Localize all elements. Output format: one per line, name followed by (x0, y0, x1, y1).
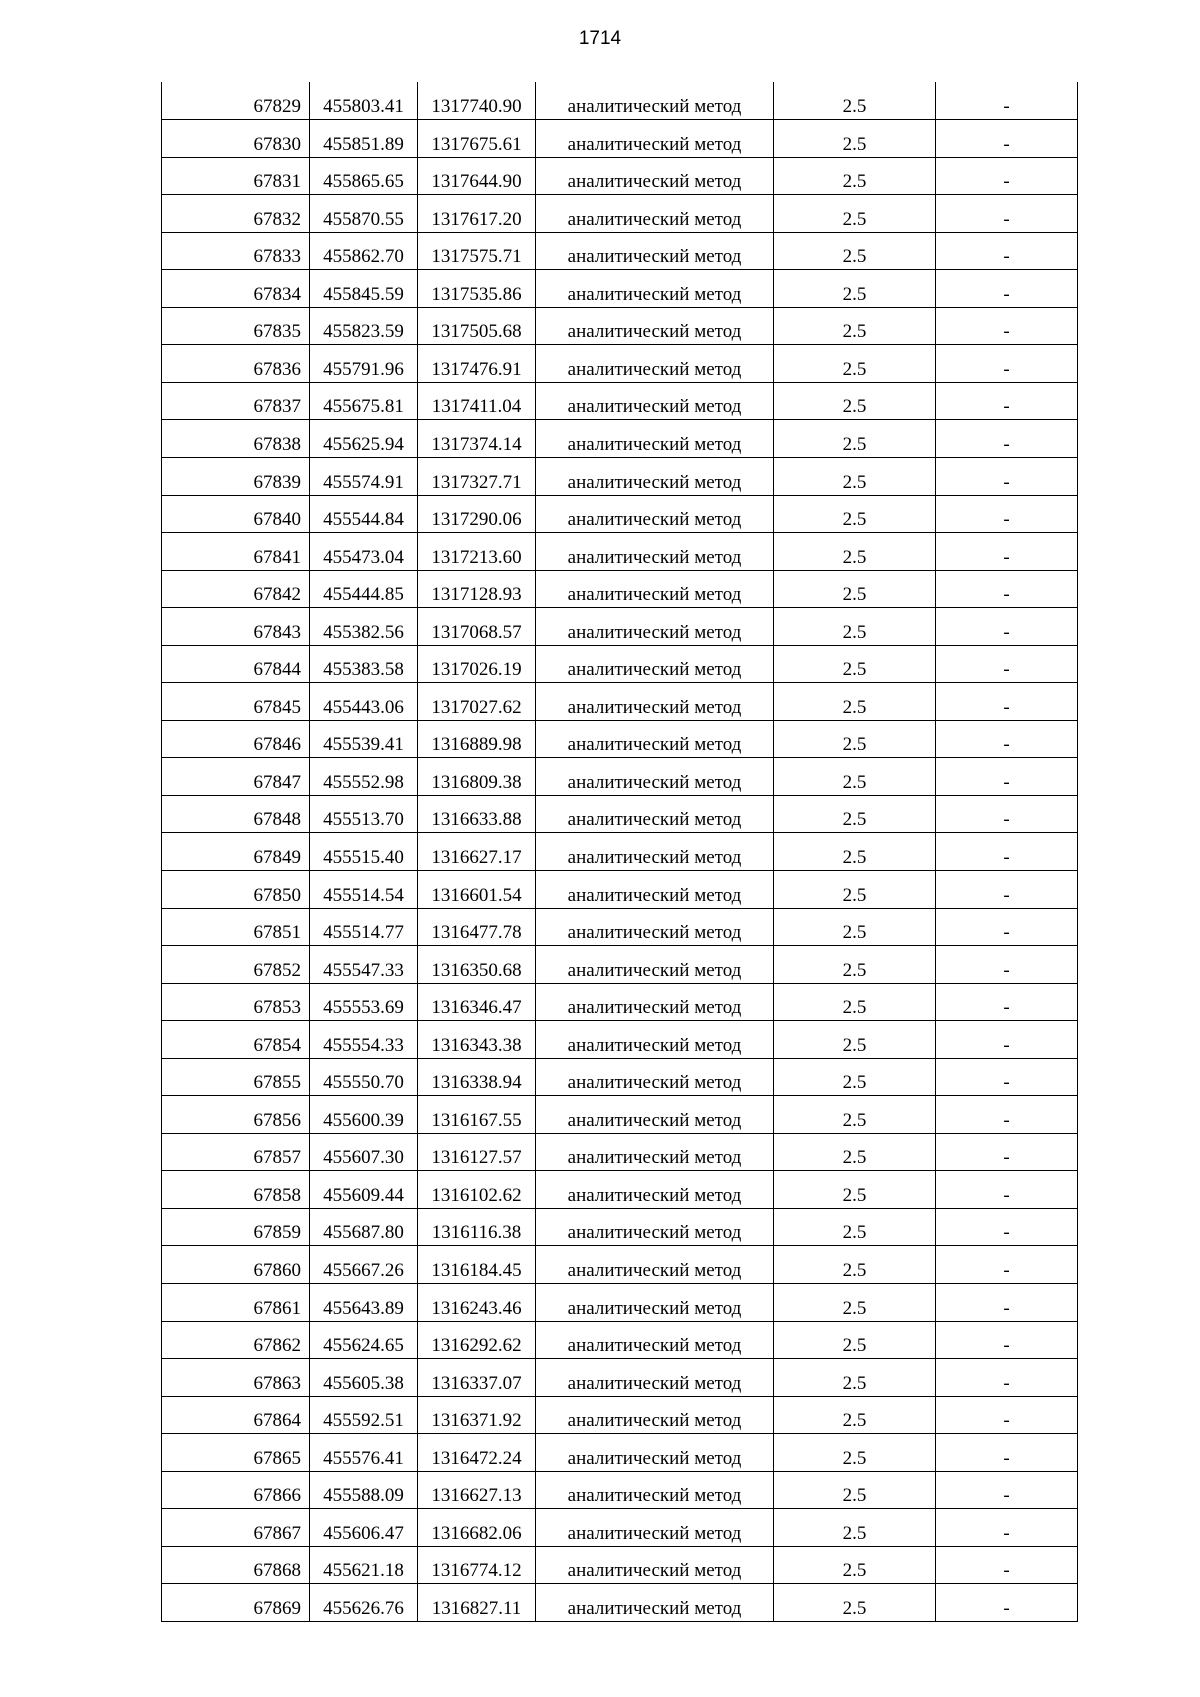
x-coordinate-cell: 455547.33 (310, 946, 418, 984)
x-coordinate-cell: 455444.85 (310, 570, 418, 608)
y-coordinate-cell: 1317213.60 (418, 533, 536, 571)
note-cell: - (936, 1434, 1078, 1472)
point-number-cell: 67866 (162, 1471, 310, 1509)
x-coordinate-cell: 455643.89 (310, 1284, 418, 1322)
point-number-cell: 67857 (162, 1133, 310, 1171)
note-cell: - (936, 195, 1078, 233)
note-cell: - (936, 1171, 1078, 1209)
method-cell: аналитический метод (536, 1171, 774, 1209)
table-row (162, 1359, 1078, 1397)
table-row (162, 495, 1078, 533)
x-coordinate-cell: 455624.65 (310, 1321, 418, 1359)
table-row (162, 795, 1078, 833)
point-number-cell: 67860 (162, 1246, 310, 1284)
table-row (162, 120, 1078, 158)
accuracy-cell: 2.5 (774, 1546, 936, 1584)
point-number-cell: 67848 (162, 795, 310, 833)
x-coordinate-cell: 455513.70 (310, 795, 418, 833)
method-cell: аналитический метод (536, 1208, 774, 1246)
y-coordinate-cell: 1317505.68 (418, 307, 536, 345)
note-cell: - (936, 232, 1078, 270)
y-coordinate-cell: 1317644.90 (418, 157, 536, 195)
table-row (162, 195, 1078, 233)
note-cell: - (936, 1359, 1078, 1397)
table-row (162, 232, 1078, 270)
table-row (162, 420, 1078, 458)
y-coordinate-cell: 1317411.04 (418, 382, 536, 420)
y-coordinate-cell: 1316346.47 (418, 983, 536, 1021)
y-coordinate-cell: 1316627.13 (418, 1471, 536, 1509)
y-coordinate-cell: 1317290.06 (418, 495, 536, 533)
table-row (162, 1021, 1078, 1059)
y-coordinate-cell: 1317476.91 (418, 345, 536, 383)
accuracy-cell: 2.5 (774, 420, 936, 458)
accuracy-cell: 2.5 (774, 1171, 936, 1209)
x-coordinate-cell: 455592.51 (310, 1396, 418, 1434)
y-coordinate-cell: 1316477.78 (418, 908, 536, 946)
point-number-cell: 67844 (162, 645, 310, 683)
note-cell: - (936, 983, 1078, 1021)
method-cell: аналитический метод (536, 457, 774, 495)
accuracy-cell: 2.5 (774, 795, 936, 833)
x-coordinate-cell: 455851.89 (310, 120, 418, 158)
table-row (162, 1434, 1078, 1472)
table-row (162, 82, 1078, 120)
accuracy-cell: 2.5 (774, 946, 936, 984)
accuracy-cell: 2.5 (774, 120, 936, 158)
note-cell: - (936, 1546, 1078, 1584)
accuracy-cell: 2.5 (774, 758, 936, 796)
point-number-cell: 67829 (162, 82, 310, 120)
x-coordinate-cell: 455609.44 (310, 1171, 418, 1209)
y-coordinate-cell: 1316292.62 (418, 1321, 536, 1359)
note-cell: - (936, 1208, 1078, 1246)
y-coordinate-cell: 1316627.17 (418, 833, 536, 871)
x-coordinate-cell: 455607.30 (310, 1133, 418, 1171)
coordinates-table (161, 82, 1078, 1622)
method-cell: аналитический метод (536, 608, 774, 646)
method-cell: аналитический метод (536, 270, 774, 308)
accuracy-cell: 2.5 (774, 908, 936, 946)
y-coordinate-cell: 1316338.94 (418, 1058, 536, 1096)
table-row (162, 457, 1078, 495)
point-number-cell: 67836 (162, 345, 310, 383)
x-coordinate-cell: 455803.41 (310, 82, 418, 120)
y-coordinate-cell: 1316371.92 (418, 1396, 536, 1434)
y-coordinate-cell: 1317740.90 (418, 82, 536, 120)
accuracy-cell: 2.5 (774, 1096, 936, 1134)
method-cell: аналитический метод (536, 758, 774, 796)
x-coordinate-cell: 455576.41 (310, 1434, 418, 1472)
method-cell: аналитический метод (536, 232, 774, 270)
x-coordinate-cell: 455862.70 (310, 232, 418, 270)
method-cell: аналитический метод (536, 382, 774, 420)
table-row (162, 645, 1078, 683)
note-cell: - (936, 345, 1078, 383)
method-cell: аналитический метод (536, 1284, 774, 1322)
method-cell: аналитический метод (536, 645, 774, 683)
point-number-cell: 67859 (162, 1208, 310, 1246)
x-coordinate-cell: 455443.06 (310, 683, 418, 721)
accuracy-cell: 2.5 (774, 608, 936, 646)
x-coordinate-cell: 455552.98 (310, 758, 418, 796)
table-row (162, 570, 1078, 608)
y-coordinate-cell: 1316337.07 (418, 1359, 536, 1397)
point-number-cell: 67833 (162, 232, 310, 270)
x-coordinate-cell: 455845.59 (310, 270, 418, 308)
y-coordinate-cell: 1317327.71 (418, 457, 536, 495)
y-coordinate-cell: 1316774.12 (418, 1546, 536, 1584)
method-cell: аналитический метод (536, 1359, 774, 1397)
method-cell: аналитический метод (536, 1058, 774, 1096)
table-row (162, 533, 1078, 571)
note-cell: - (936, 795, 1078, 833)
accuracy-cell: 2.5 (774, 570, 936, 608)
x-coordinate-cell: 455514.54 (310, 870, 418, 908)
point-number-cell: 67841 (162, 533, 310, 571)
y-coordinate-cell: 1316343.38 (418, 1021, 536, 1059)
note-cell: - (936, 1246, 1078, 1284)
point-number-cell: 67868 (162, 1546, 310, 1584)
x-coordinate-cell: 455823.59 (310, 307, 418, 345)
table-row (162, 1058, 1078, 1096)
point-number-cell: 67850 (162, 870, 310, 908)
accuracy-cell: 2.5 (774, 683, 936, 721)
point-number-cell: 67838 (162, 420, 310, 458)
y-coordinate-cell: 1317027.62 (418, 683, 536, 721)
accuracy-cell: 2.5 (774, 533, 936, 571)
method-cell: аналитический метод (536, 495, 774, 533)
point-number-cell: 67865 (162, 1434, 310, 1472)
point-number-cell: 67835 (162, 307, 310, 345)
accuracy-cell: 2.5 (774, 833, 936, 871)
point-number-cell: 67854 (162, 1021, 310, 1059)
point-number-cell: 67852 (162, 946, 310, 984)
method-cell: аналитический метод (536, 195, 774, 233)
accuracy-cell: 2.5 (774, 1434, 936, 1472)
table-row (162, 1584, 1078, 1622)
accuracy-cell: 2.5 (774, 1284, 936, 1322)
table-row (162, 1284, 1078, 1322)
note-cell: - (936, 1133, 1078, 1171)
point-number-cell: 67830 (162, 120, 310, 158)
accuracy-cell: 2.5 (774, 645, 936, 683)
method-cell: аналитический метод (536, 1396, 774, 1434)
y-coordinate-cell: 1317535.86 (418, 270, 536, 308)
table-row (162, 270, 1078, 308)
x-coordinate-cell: 455539.41 (310, 720, 418, 758)
accuracy-cell: 2.5 (774, 495, 936, 533)
accuracy-cell: 2.5 (774, 1471, 936, 1509)
x-coordinate-cell: 455550.70 (310, 1058, 418, 1096)
x-coordinate-cell: 455626.76 (310, 1584, 418, 1622)
method-cell: аналитический метод (536, 1584, 774, 1622)
y-coordinate-cell: 1316827.11 (418, 1584, 536, 1622)
x-coordinate-cell: 455514.77 (310, 908, 418, 946)
y-coordinate-cell: 1317575.71 (418, 232, 536, 270)
accuracy-cell: 2.5 (774, 1133, 936, 1171)
point-number-cell: 67831 (162, 157, 310, 195)
method-cell: аналитический метод (536, 1096, 774, 1134)
x-coordinate-cell: 455588.09 (310, 1471, 418, 1509)
x-coordinate-cell: 455515.40 (310, 833, 418, 871)
point-number-cell: 67851 (162, 908, 310, 946)
accuracy-cell: 2.5 (774, 82, 936, 120)
point-number-cell: 67843 (162, 608, 310, 646)
accuracy-cell: 2.5 (774, 1396, 936, 1434)
y-coordinate-cell: 1317617.20 (418, 195, 536, 233)
table-row (162, 720, 1078, 758)
table-row (162, 1396, 1078, 1434)
y-coordinate-cell: 1316243.46 (418, 1284, 536, 1322)
x-coordinate-cell: 455870.55 (310, 195, 418, 233)
x-coordinate-cell: 455544.84 (310, 495, 418, 533)
method-cell: аналитический метод (536, 1021, 774, 1059)
x-coordinate-cell: 455473.04 (310, 533, 418, 571)
note-cell: - (936, 120, 1078, 158)
point-number-cell: 67856 (162, 1096, 310, 1134)
accuracy-cell: 2.5 (774, 1021, 936, 1059)
table-row (162, 908, 1078, 946)
table-row (162, 870, 1078, 908)
accuracy-cell: 2.5 (774, 1208, 936, 1246)
accuracy-cell: 2.5 (774, 232, 936, 270)
accuracy-cell: 2.5 (774, 157, 936, 195)
method-cell: аналитический метод (536, 307, 774, 345)
method-cell: аналитический метод (536, 1471, 774, 1509)
method-cell: аналитический метод (536, 1509, 774, 1547)
x-coordinate-cell: 455383.58 (310, 645, 418, 683)
x-coordinate-cell: 455667.26 (310, 1246, 418, 1284)
y-coordinate-cell: 1316633.88 (418, 795, 536, 833)
table-row (162, 1509, 1078, 1547)
note-cell: - (936, 382, 1078, 420)
method-cell: аналитический метод (536, 946, 774, 984)
y-coordinate-cell: 1316184.45 (418, 1246, 536, 1284)
accuracy-cell: 2.5 (774, 307, 936, 345)
table-row (162, 983, 1078, 1021)
note-cell: - (936, 1021, 1078, 1059)
note-cell: - (936, 758, 1078, 796)
x-coordinate-cell: 455865.65 (310, 157, 418, 195)
table-row (162, 758, 1078, 796)
table-row (162, 608, 1078, 646)
point-number-cell: 67834 (162, 270, 310, 308)
method-cell: аналитический метод (536, 1321, 774, 1359)
method-cell: аналитический метод (536, 1546, 774, 1584)
point-number-cell: 67840 (162, 495, 310, 533)
point-number-cell: 67862 (162, 1321, 310, 1359)
method-cell: аналитический метод (536, 870, 774, 908)
note-cell: - (936, 157, 1078, 195)
table-row (162, 382, 1078, 420)
table-row (162, 1321, 1078, 1359)
accuracy-cell: 2.5 (774, 1584, 936, 1622)
x-coordinate-cell: 455687.80 (310, 1208, 418, 1246)
note-cell: - (936, 1471, 1078, 1509)
note-cell: - (936, 608, 1078, 646)
point-number-cell: 67845 (162, 683, 310, 721)
table-row (162, 307, 1078, 345)
point-number-cell: 67846 (162, 720, 310, 758)
accuracy-cell: 2.5 (774, 345, 936, 383)
point-number-cell: 67849 (162, 833, 310, 871)
point-number-cell: 67842 (162, 570, 310, 608)
table-row (162, 1246, 1078, 1284)
method-cell: аналитический метод (536, 833, 774, 871)
y-coordinate-cell: 1316116.38 (418, 1208, 536, 1246)
point-number-cell: 67853 (162, 983, 310, 1021)
accuracy-cell: 2.5 (774, 270, 936, 308)
note-cell: - (936, 570, 1078, 608)
x-coordinate-cell: 455606.47 (310, 1509, 418, 1547)
point-number-cell: 67863 (162, 1359, 310, 1397)
note-cell: - (936, 1058, 1078, 1096)
x-coordinate-cell: 455625.94 (310, 420, 418, 458)
y-coordinate-cell: 1316167.55 (418, 1096, 536, 1134)
method-cell: аналитический метод (536, 683, 774, 721)
note-cell: - (936, 1321, 1078, 1359)
y-coordinate-cell: 1317068.57 (418, 608, 536, 646)
method-cell: аналитический метод (536, 1434, 774, 1472)
method-cell: аналитический метод (536, 570, 774, 608)
table-row (162, 1471, 1078, 1509)
note-cell: - (936, 833, 1078, 871)
note-cell: - (936, 1096, 1078, 1134)
note-cell: - (936, 1284, 1078, 1322)
accuracy-cell: 2.5 (774, 1321, 936, 1359)
point-number-cell: 67858 (162, 1171, 310, 1209)
note-cell: - (936, 82, 1078, 120)
y-coordinate-cell: 1316102.62 (418, 1171, 536, 1209)
accuracy-cell: 2.5 (774, 720, 936, 758)
x-coordinate-cell: 455605.38 (310, 1359, 418, 1397)
method-cell: аналитический метод (536, 1133, 774, 1171)
method-cell: аналитический метод (536, 983, 774, 1021)
accuracy-cell: 2.5 (774, 457, 936, 495)
table-row (162, 1133, 1078, 1171)
point-number-cell: 67839 (162, 457, 310, 495)
accuracy-cell: 2.5 (774, 195, 936, 233)
point-number-cell: 67847 (162, 758, 310, 796)
note-cell: - (936, 645, 1078, 683)
method-cell: аналитический метод (536, 1246, 774, 1284)
note-cell: - (936, 420, 1078, 458)
method-cell: аналитический метод (536, 157, 774, 195)
accuracy-cell: 2.5 (774, 1058, 936, 1096)
accuracy-cell: 2.5 (774, 870, 936, 908)
x-coordinate-cell: 455574.91 (310, 457, 418, 495)
page-number: 1714 (578, 28, 622, 49)
note-cell: - (936, 457, 1078, 495)
y-coordinate-cell: 1316127.57 (418, 1133, 536, 1171)
x-coordinate-cell: 455382.56 (310, 608, 418, 646)
table-row (162, 1171, 1078, 1209)
table-row (162, 345, 1078, 383)
note-cell: - (936, 720, 1078, 758)
table-row (162, 157, 1078, 195)
y-coordinate-cell: 1317128.93 (418, 570, 536, 608)
accuracy-cell: 2.5 (774, 1509, 936, 1547)
point-number-cell: 67861 (162, 1284, 310, 1322)
point-number-cell: 67869 (162, 1584, 310, 1622)
y-coordinate-cell: 1317374.14 (418, 420, 536, 458)
method-cell: аналитический метод (536, 795, 774, 833)
y-coordinate-cell: 1316682.06 (418, 1509, 536, 1547)
accuracy-cell: 2.5 (774, 382, 936, 420)
point-number-cell: 67867 (162, 1509, 310, 1547)
table-row (162, 1208, 1078, 1246)
coordinates-table-body (162, 82, 1078, 1621)
note-cell: - (936, 946, 1078, 984)
note-cell: - (936, 495, 1078, 533)
method-cell: аналитический метод (536, 420, 774, 458)
method-cell: аналитический метод (536, 120, 774, 158)
point-number-cell: 67832 (162, 195, 310, 233)
note-cell: - (936, 270, 1078, 308)
x-coordinate-cell: 455600.39 (310, 1096, 418, 1134)
note-cell: - (936, 533, 1078, 571)
y-coordinate-cell: 1317675.61 (418, 120, 536, 158)
y-coordinate-cell: 1316472.24 (418, 1434, 536, 1472)
method-cell: аналитический метод (536, 720, 774, 758)
x-coordinate-cell: 455675.81 (310, 382, 418, 420)
y-coordinate-cell: 1316601.54 (418, 870, 536, 908)
method-cell: аналитический метод (536, 82, 774, 120)
point-number-cell: 67864 (162, 1396, 310, 1434)
y-coordinate-cell: 1316889.98 (418, 720, 536, 758)
y-coordinate-cell: 1316350.68 (418, 946, 536, 984)
method-cell: аналитический метод (536, 345, 774, 383)
accuracy-cell: 2.5 (774, 1359, 936, 1397)
accuracy-cell: 2.5 (774, 1246, 936, 1284)
y-coordinate-cell: 1317026.19 (418, 645, 536, 683)
note-cell: - (936, 683, 1078, 721)
x-coordinate-cell: 455553.69 (310, 983, 418, 1021)
note-cell: - (936, 1396, 1078, 1434)
note-cell: - (936, 1584, 1078, 1622)
table-row (162, 833, 1078, 871)
note-cell: - (936, 307, 1078, 345)
y-coordinate-cell: 1316809.38 (418, 758, 536, 796)
note-cell: - (936, 1509, 1078, 1547)
method-cell: аналитический метод (536, 908, 774, 946)
x-coordinate-cell: 455554.33 (310, 1021, 418, 1059)
point-number-cell: 67855 (162, 1058, 310, 1096)
x-coordinate-cell: 455621.18 (310, 1546, 418, 1584)
table-row (162, 946, 1078, 984)
table-row (162, 1546, 1078, 1584)
note-cell: - (936, 908, 1078, 946)
table-row (162, 683, 1078, 721)
table-row (162, 1096, 1078, 1134)
method-cell: аналитический метод (536, 533, 774, 571)
x-coordinate-cell: 455791.96 (310, 345, 418, 383)
point-number-cell: 67837 (162, 382, 310, 420)
note-cell: - (936, 870, 1078, 908)
accuracy-cell: 2.5 (774, 983, 936, 1021)
